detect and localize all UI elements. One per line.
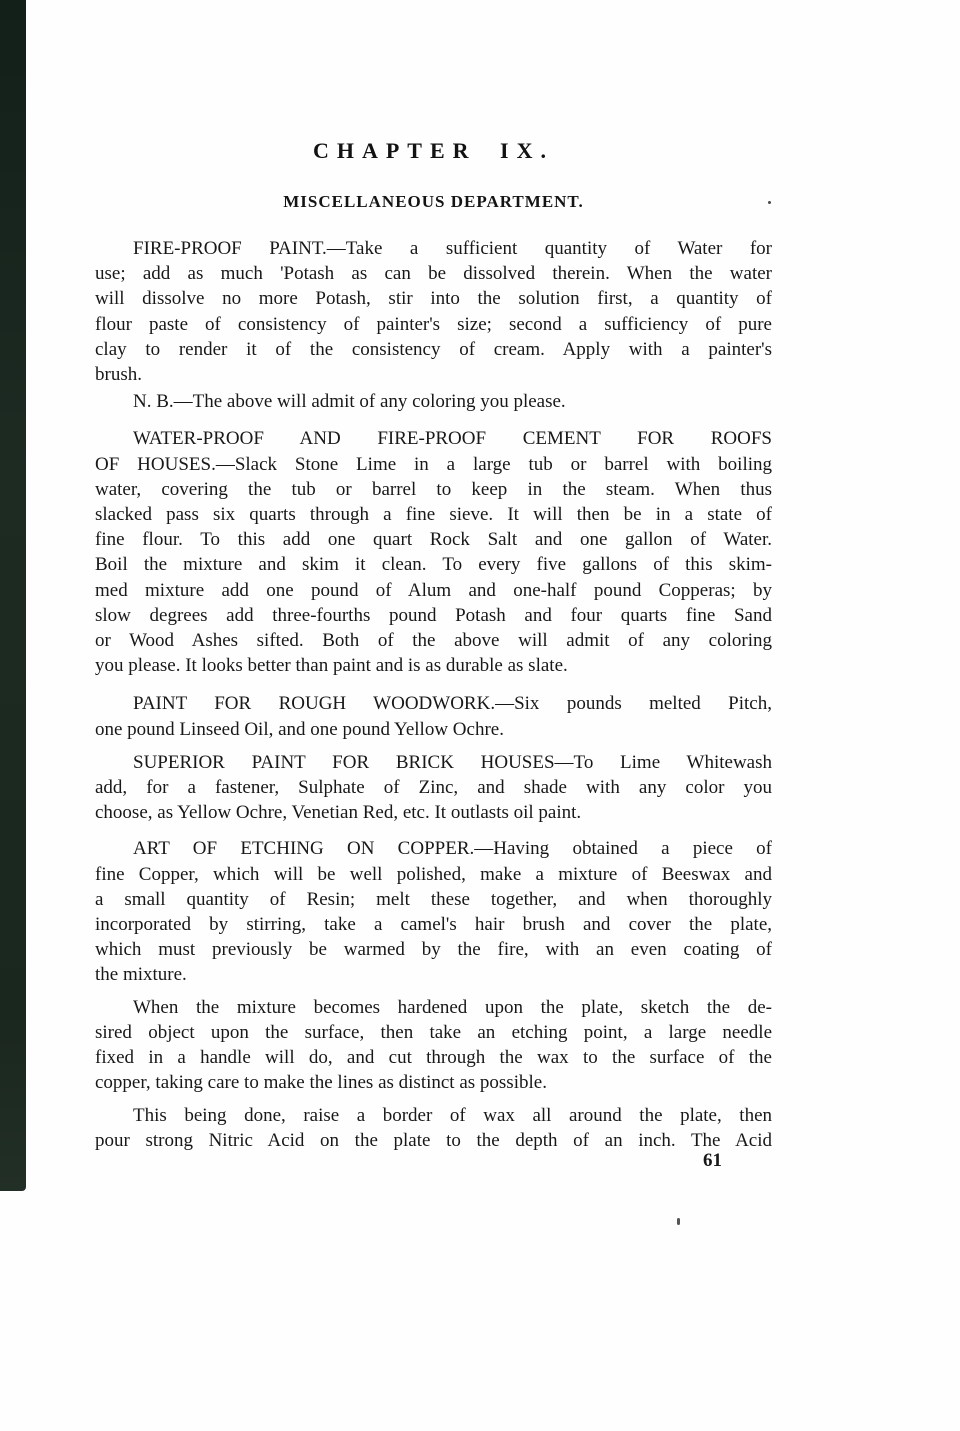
text-line: slow degrees add three-fourths pound Potash and four quarts fine Sand [95, 604, 772, 626]
text-line: or Wood Ashes sifted. Both of the above will admit of any coloring [95, 630, 772, 652]
text-line: slacked pass six quarts through a fine sieve. It will then be in a state of [95, 504, 772, 526]
text-line: WATER-PROOF AND FIRE-PROOF CEMENT FOR ROOFS [133, 428, 772, 450]
text-line: which must previously be warmed by the fire, with an even coating of [95, 939, 772, 961]
text-line: When the mixture becomes hardened upon the plate, sketch the de- [133, 996, 772, 1018]
paragraph [95, 750, 772, 826]
text-line: med mixture add one pound of Alum and one-half pound Copperas; by [95, 579, 772, 601]
section-heading: MISCELLANEOUS DEPARTMENT. [283, 192, 584, 211]
text-line: This being done, raise a border of wax all around the plate, then [133, 1104, 772, 1126]
scan-speck [677, 1218, 680, 1225]
text-line: clay to render it of the consistency of cream. Apply with a painter's [95, 338, 772, 360]
chapter-heading: CHAPTER IX. [312, 138, 554, 163]
paragraph [95, 691, 772, 741]
text-line: fixed in a handle will do, and cut through the wax to the surface of the [95, 1047, 772, 1069]
text-line: OF HOUSES.—Slack Stone Lime in a large tub or barrel with boiling [95, 453, 772, 475]
text-line: sired object upon the surface, then take an etching point, a large needle [95, 1021, 772, 1043]
text-line: use; add as much 'Potash as can be dissolved therein. When the water [95, 263, 772, 285]
scan-speck [768, 201, 771, 204]
paragraph [95, 426, 772, 678]
text-line: ART OF ETCHING ON COPPER.—Having obtained a piece of [133, 838, 772, 860]
text-line: add, for a fastener, Sulphate of Zinc, and shade with any color you [95, 777, 772, 799]
text-line: flour paste of consistency of painter's size; second a sufficiency of pure [95, 313, 772, 335]
page-number: 61 [703, 1150, 722, 1171]
text-line: you please. It looks better than paint and is as durable as slate. [95, 655, 568, 677]
text-line: one pound Linseed Oil, and one pound Yellow Ochre. [95, 718, 504, 740]
body-text [95, 236, 772, 1153]
text-line: will dissolve no more Potash, stir into the solution first, a quantity of [95, 288, 772, 310]
scan-edge-artifact [0, 0, 26, 1191]
text-line: incorporated by stirring, take a camel's hair brush and cover the plate, [95, 914, 772, 936]
paragraph [95, 236, 772, 387]
text-line: a small quantity of Resin; melt these together, and when thoroughly [95, 888, 772, 910]
text-line: SUPERIOR PAINT FOR BRICK HOUSES—To Lime Whitewash [133, 751, 772, 773]
text-line: the mixture. [95, 964, 187, 986]
text-line: FIRE-PROOF PAINT.—Take a sufficient quantity of Water for [133, 238, 772, 259]
text-line: choose, as Yellow Ochre, Venetian Red, etc. It outlasts oil paint. [95, 802, 582, 824]
text-line: copper, taking care to make the lines as distinct as possible. [95, 1072, 547, 1094]
paragraph [95, 389, 772, 414]
text-line: N. B.—The above will admit of any coloring you please. [133, 391, 566, 413]
text-line: pour strong Nitric Acid on the plate to the depth of an inch. The Acid [95, 1129, 772, 1151]
text-line: PAINT FOR ROUGH WOODWORK.—Six pounds melted Pitch, [133, 693, 772, 715]
text-line: Boil the mixture and skim it clean. To every five gallons of this skim- [95, 554, 772, 576]
text-line: fine Copper, which will be well polished, make a mixture of Beeswax and [95, 863, 772, 885]
paragraph [95, 1103, 772, 1153]
text-line: brush. [95, 364, 142, 386]
paragraph [95, 995, 772, 1096]
text-line: fine flour. To this add one quart Rock Salt and one gallon of Water. [95, 529, 772, 551]
text-line: water, covering the tub or barrel to keep in the steam. When thus [95, 478, 772, 500]
paragraph [95, 836, 772, 987]
